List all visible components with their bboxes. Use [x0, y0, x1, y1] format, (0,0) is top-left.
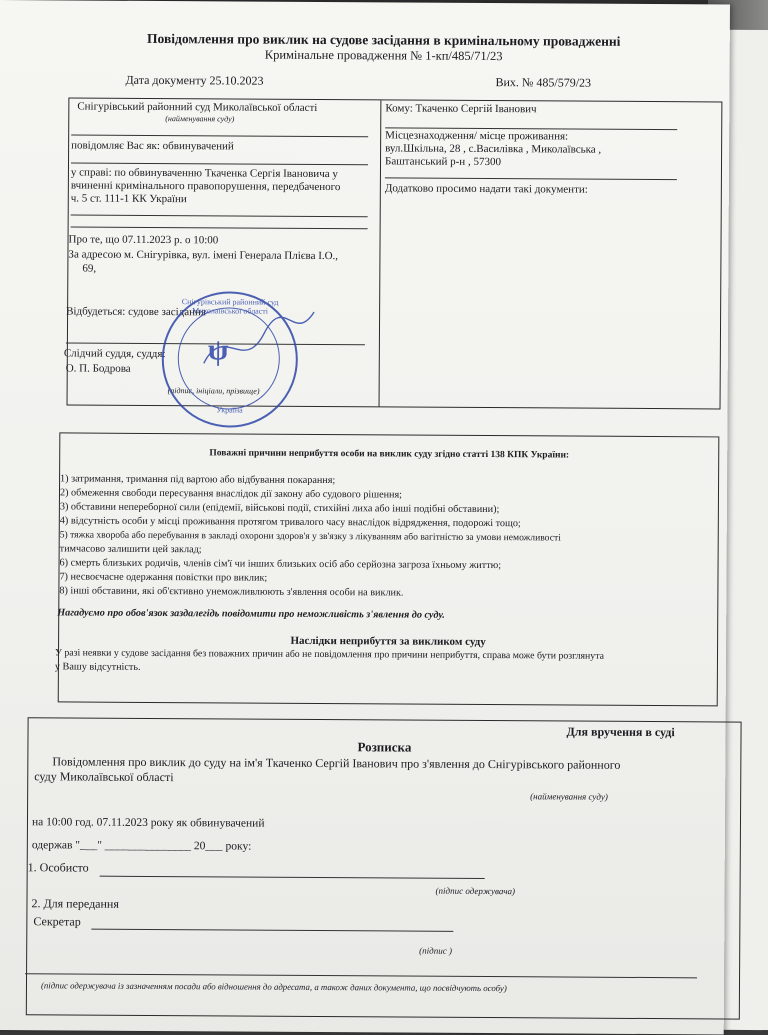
rule — [71, 214, 368, 217]
personal-label: 1. Особисто — [27, 860, 89, 875]
receipt-time: на 10:00 год. 07.11.2023 року як обвинувачений — [31, 816, 265, 830]
signature-line — [91, 929, 453, 932]
rule — [71, 134, 368, 137]
court-caption: (найменування суду) — [530, 791, 608, 802]
for-court-label: Для вручення в суді — [566, 724, 675, 740]
reason-item: 3) обставини непереборної сили (епідемії, військові події, стихійні лиха або інші подібні обставини); — [59, 501, 500, 516]
reason-item: 8) інші обставини, які об'єктивно унеможливлюють з'явлення особи на виклик. — [59, 585, 404, 599]
receipt-box — [26, 717, 742, 1019]
reason-item: тимчасово залишити цей заклад; — [59, 543, 202, 556]
trident-icon: ψ — [207, 333, 229, 367]
court-caption: (найменування суду) — [165, 114, 235, 124]
consequences-line-2: у Вашу відсутність. — [54, 661, 141, 673]
recipient: Кому: Ткаченко Сергій Іванович — [385, 102, 537, 116]
address-line-1: За адресою м. Снігурівка, вул. імені Генерала Плієва І.О., — [68, 248, 339, 263]
document-title: Повідомлення про виклик на судове засідання в кримінальному провадженні — [147, 30, 621, 49]
address-line-2: 69, — [82, 262, 97, 275]
judge-name: О. П. Бодрова — [65, 362, 131, 375]
transfer-label: 2. Для передання — [31, 896, 119, 911]
reason-item: 5) тяжка хвороба або перебування в закладі охорони здоров'я у зв'язку з лікуванням або вагітністю за умови неможливості — [59, 529, 561, 544]
rule — [385, 177, 677, 180]
receipt-title: Розписка — [357, 739, 412, 755]
rule — [71, 226, 368, 229]
hearing-datetime: Про те, що 07.11.2023 р. о 10:00 — [68, 233, 219, 247]
recipient-signature-caption: (підпис одержувача) — [435, 885, 516, 897]
seal-text-top: Снігурівський районний суд Миколаївської області — [181, 297, 279, 316]
court-seal — [161, 291, 298, 428]
reminder: Нагадуємо про обов'язок заздалегідь повідомити про неможливість з'явлення до суду. — [57, 607, 445, 621]
court-name: Снігурівський районний суд Миколаївської області — [77, 100, 318, 114]
extra-documents: Додатково просимо надати такі документи: — [384, 182, 588, 196]
document-subtitle: Кримінальне провадження № 1-кп/485/71/23 — [264, 47, 503, 64]
case-line-1: у справі: по обвинуваченню Ткаченка Сергія Івановича у — [70, 166, 338, 181]
signature-caption: (підпис, ініціали, прізвище) — [167, 386, 260, 396]
case-line-2: вчиненні кримінального правопорушення, передбаченого — [70, 179, 341, 194]
consequences-heading: Наслідки неприбуття за викликом суду — [290, 634, 486, 649]
location-line-2: Баштанський р-н , 57300 — [384, 155, 502, 169]
secretary-label: Секретар — [33, 914, 81, 929]
consequences-line-1: У разі неявки у судове засідання без поважних причин або не повідомлення про причини неприбуття, справа може бути розглянута — [54, 647, 604, 662]
signature-scribble — [194, 303, 325, 394]
reasons-heading: Поважні причини неприбуття особи на виклик суду згідно статті 138 КПК України: — [209, 448, 570, 461]
signature-line — [100, 876, 485, 879]
notify-as: повідомляє Вас як: обвинувачений — [71, 139, 234, 153]
received-date: одержав "___" _______________ 20___ року: — [31, 839, 252, 853]
judge-label: Слідчий суддя, суддя: — [63, 347, 166, 361]
reason-item: 4) відсутність особи у місці проживання протягом тривалого часу внаслідок відрядження, подорожі тощо; — [59, 515, 521, 530]
column-divider — [379, 100, 382, 406]
rule — [71, 162, 368, 165]
reason-item: 7) несвоєчасне одержання повістки про виклик; — [59, 571, 268, 584]
location-label: Місцезнаходження/ місце проживання: — [385, 129, 569, 143]
reason-item: 2) обмеження свободи пересування внаслідок дії закону або судового рішення; — [59, 487, 403, 501]
receipt-line-1: Повідомлення про виклик до суду на ім'я Ткаченко Сергій Іванович про з'явлення до Снігурівського районного — [52, 754, 621, 772]
document-date: Дата документу 25.10.2023 — [125, 72, 264, 88]
event-type: Відбудеться: судове засідання — [66, 305, 207, 319]
footer-caption: (підпис одержувача із зазначенням посади або відношення до адресата, а також даних документа, що посвідчують особу) — [40, 980, 507, 994]
receipt-line-2: суду Миколаївської області — [34, 769, 174, 785]
signature-line — [25, 973, 697, 978]
reason-item: 6) смерть близьких родичів, членів сім'ї чи інших близьких осіб або серйозна загроза їхньому життю; — [59, 557, 502, 572]
reasons-box — [54, 432, 720, 706]
seal-text-bottom: Україна — [216, 405, 243, 415]
case-line-3: ч. 5 ст. 111-1 КК України — [70, 192, 187, 206]
outgoing-number: Вих. № 485/579/23 — [495, 75, 592, 90]
location-line-1: вул.Шкільна, 28 , с.Василівка , Миколаївська , — [385, 142, 602, 156]
secretary-signature-caption: (підпис ) — [419, 945, 453, 956]
reason-item: 1) затримання, тримання під вартою або відбування покарання; — [60, 473, 336, 487]
